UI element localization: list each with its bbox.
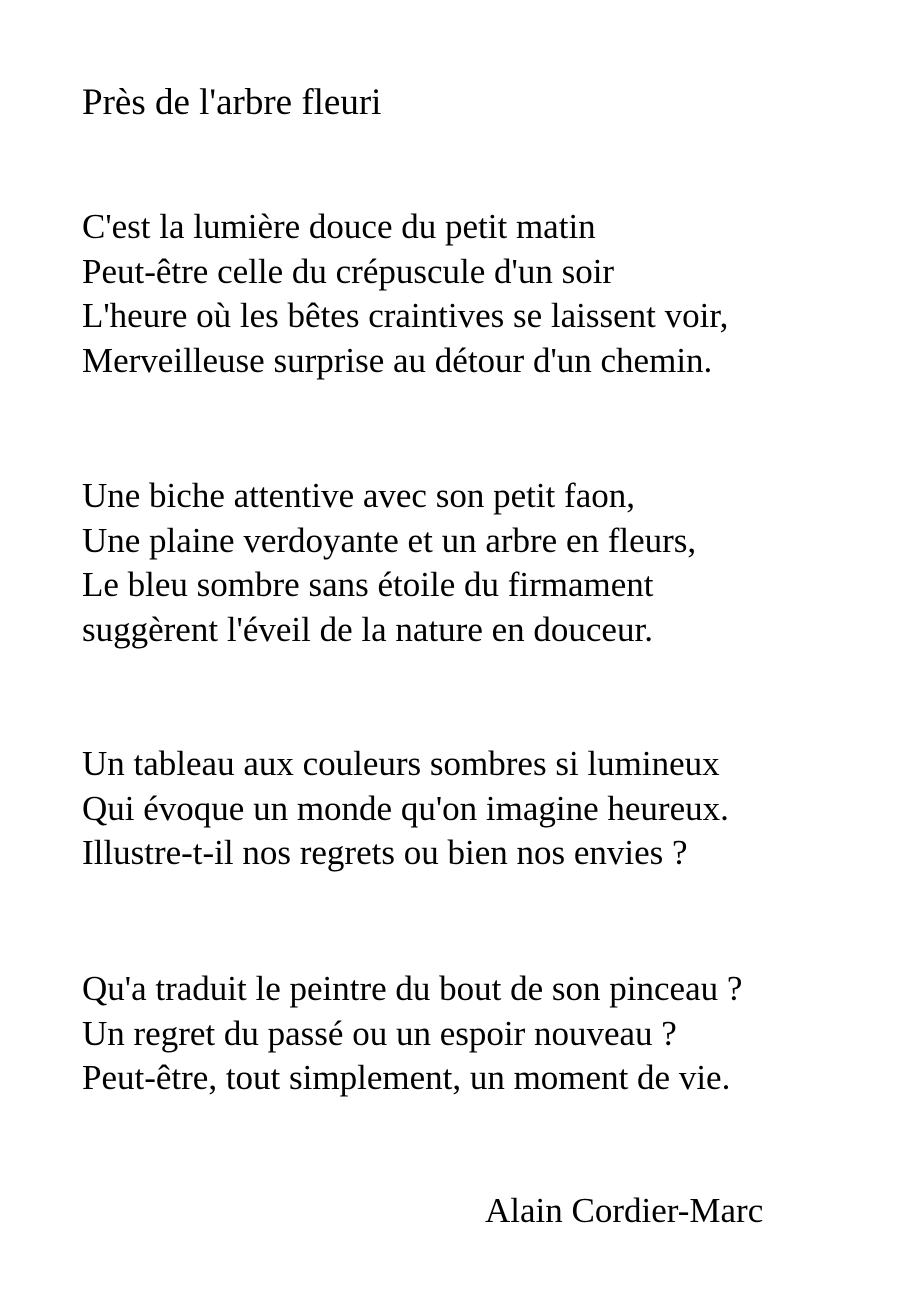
verse-line: Peut-être, tout simplement, un moment de vie. (82, 1058, 731, 1098)
verse-line: Qui évoque un monde qu'on imagine heureux. (82, 788, 729, 828)
stanza-3 (82, 742, 729, 876)
stanza-1 (82, 205, 728, 383)
verse-line: Une plaine verdoyante et un arbre en fleurs, (82, 520, 697, 560)
verse-line: Un regret du passé ou un espoir nouveau ? (82, 1013, 677, 1053)
verse-line: Illustre-t-il nos regrets ou bien nos envies ? (82, 833, 688, 873)
verse-line: Le bleu sombre sans étoile du firmament (82, 565, 654, 605)
poem-author: Alain Cordier-Marc (485, 1191, 764, 1230)
verse-line: suggèrent l'éveil de la nature en douceur. (82, 609, 653, 649)
stanza-4 (82, 967, 742, 1101)
verse-line: Peut-être celle du crépuscule d'un soir (82, 251, 615, 291)
verse-line: Qu'a traduit le peintre du bout de son pinceau ? (82, 969, 743, 1008)
verse-line: Une biche attentive avec son petit faon, (82, 476, 635, 515)
verse-line: Merveilleuse surprise au détour d'un chemin. (82, 340, 713, 380)
verse-line: C'est la lumière douce du petit matin (82, 207, 596, 246)
poem-title: Près de l'arbre fleuri (82, 82, 382, 123)
verse-line: Un tableau aux couleurs sombres si lumineux (82, 744, 720, 783)
verse-line: L'heure où les bêtes craintives se laissent voir, (82, 296, 729, 336)
stanza-2 (82, 474, 696, 652)
